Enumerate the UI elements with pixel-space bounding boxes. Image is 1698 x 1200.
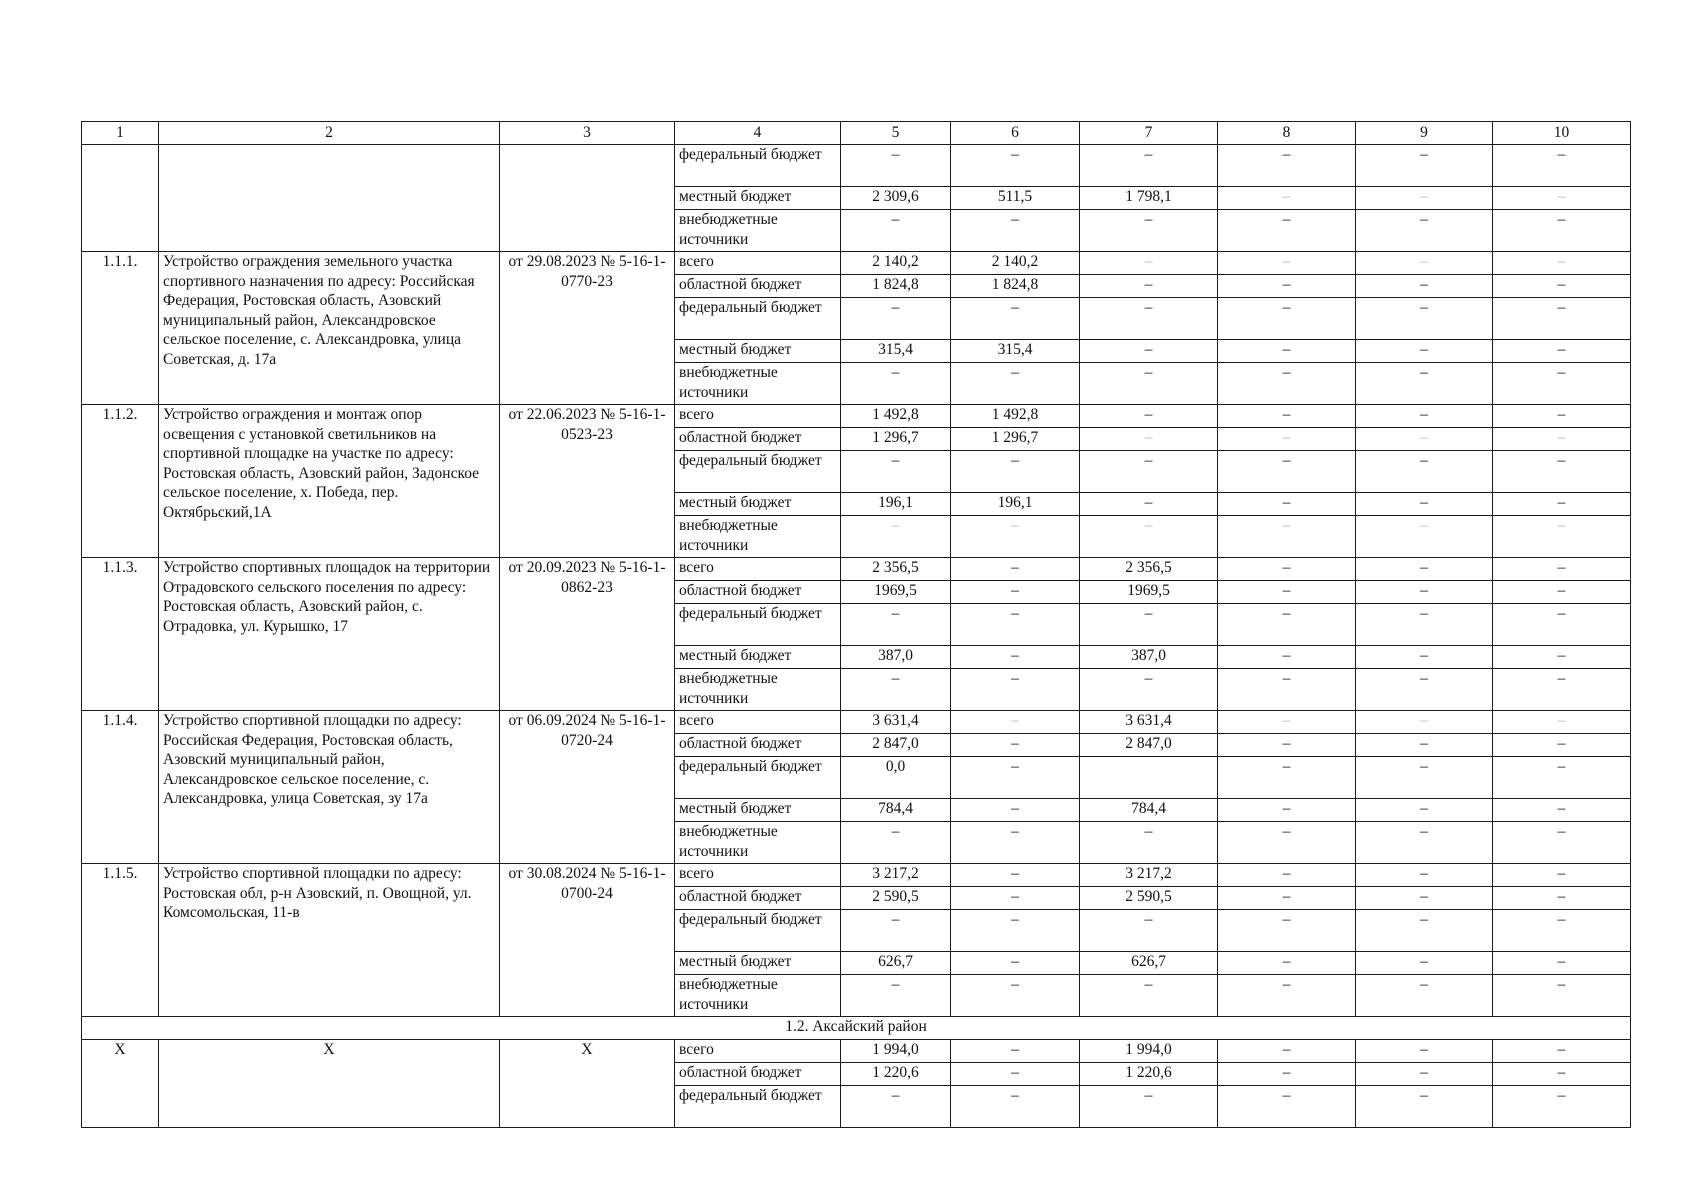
value-cell: 1 994,0 bbox=[1080, 1040, 1218, 1063]
value-cell: – bbox=[1218, 252, 1356, 275]
value-cell: – bbox=[1218, 145, 1356, 187]
funding-source-label: всего bbox=[675, 711, 841, 734]
funding-source-label: местный бюджет bbox=[675, 799, 841, 822]
value-cell: – bbox=[1218, 1086, 1356, 1128]
value-cell: – bbox=[1356, 864, 1493, 887]
value-cell: – bbox=[841, 516, 951, 558]
value-cell: – bbox=[1493, 252, 1631, 275]
value-cell: – bbox=[1356, 340, 1493, 363]
value-cell: – bbox=[951, 363, 1080, 405]
value-cell: – bbox=[951, 1063, 1080, 1086]
value-cell: – bbox=[951, 757, 1080, 799]
value-cell: 3 217,2 bbox=[841, 864, 951, 887]
table-row bbox=[82, 145, 1631, 187]
value-cell: – bbox=[951, 910, 1080, 952]
value-cell: 626,7 bbox=[1080, 952, 1218, 975]
value-cell: – bbox=[1356, 516, 1493, 558]
value-cell: 1969,5 bbox=[841, 581, 951, 604]
value-cell: – bbox=[1080, 975, 1218, 1017]
value-cell: 784,4 bbox=[1080, 799, 1218, 822]
col-header: 5 bbox=[841, 122, 951, 145]
value-cell: – bbox=[951, 975, 1080, 1017]
value-cell: 511,5 bbox=[951, 187, 1080, 210]
value-cell: – bbox=[951, 646, 1080, 669]
value-cell: – bbox=[951, 711, 1080, 734]
value-cell: – bbox=[1218, 516, 1356, 558]
value-cell: – bbox=[951, 516, 1080, 558]
value-cell bbox=[1080, 757, 1218, 799]
value-cell: – bbox=[1493, 822, 1631, 864]
value-cell: – bbox=[951, 451, 1080, 493]
value-cell: – bbox=[1218, 952, 1356, 975]
value-cell: 2 140,2 bbox=[841, 252, 951, 275]
value-cell: – bbox=[841, 604, 951, 646]
value-cell: – bbox=[1356, 275, 1493, 298]
value-cell: – bbox=[951, 864, 1080, 887]
funding-source-label: местный бюджет bbox=[675, 340, 841, 363]
value-cell: 2 590,5 bbox=[841, 887, 951, 910]
value-cell: – bbox=[1356, 887, 1493, 910]
item-document: от 22.06.2023 № 5-16-1-0523-23 bbox=[500, 405, 675, 558]
value-cell: – bbox=[1493, 145, 1631, 187]
value-cell: 1 220,6 bbox=[841, 1063, 951, 1086]
value-cell: – bbox=[951, 1040, 1080, 1063]
funding-source-label: внебюджетные источники bbox=[675, 363, 841, 405]
value-cell: – bbox=[1356, 145, 1493, 187]
value-cell: – bbox=[1080, 822, 1218, 864]
value-cell: – bbox=[951, 558, 1080, 581]
item-number: 1.1.4. bbox=[82, 711, 159, 864]
funding-source-label: областной бюджет bbox=[675, 734, 841, 757]
value-cell: – bbox=[1493, 1040, 1631, 1063]
value-cell: 196,1 bbox=[951, 493, 1080, 516]
value-cell: 387,0 bbox=[841, 646, 951, 669]
value-cell: – bbox=[1493, 187, 1631, 210]
value-cell: – bbox=[1356, 757, 1493, 799]
value-cell: 3 631,4 bbox=[1080, 711, 1218, 734]
value-cell: – bbox=[1218, 711, 1356, 734]
value-cell: 196,1 bbox=[841, 493, 951, 516]
funding-source-label: федеральный бюджет bbox=[675, 145, 841, 187]
value-cell: – bbox=[1218, 187, 1356, 210]
funding-source-label: федеральный бюджет bbox=[675, 451, 841, 493]
value-cell: 315,4 bbox=[951, 340, 1080, 363]
funding-source-label: федеральный бюджет bbox=[675, 757, 841, 799]
value-cell: – bbox=[1356, 910, 1493, 952]
value-cell: – bbox=[1493, 210, 1631, 252]
value-cell: – bbox=[1356, 298, 1493, 340]
value-cell: – bbox=[1218, 1040, 1356, 1063]
section-heading-row bbox=[82, 1017, 1631, 1040]
value-cell: – bbox=[1356, 1040, 1493, 1063]
col-header: 8 bbox=[1218, 122, 1356, 145]
item-number bbox=[82, 145, 159, 252]
value-cell: – bbox=[1218, 451, 1356, 493]
value-cell: – bbox=[951, 799, 1080, 822]
value-cell: 2 590,5 bbox=[1080, 887, 1218, 910]
col-header: 2 bbox=[159, 122, 500, 145]
value-cell: – bbox=[1356, 734, 1493, 757]
funding-table bbox=[81, 121, 1631, 1128]
value-cell: 626,7 bbox=[841, 952, 951, 975]
funding-source-label: федеральный бюджет bbox=[675, 298, 841, 340]
value-cell: – bbox=[1356, 451, 1493, 493]
value-cell: 315,4 bbox=[841, 340, 951, 363]
value-cell: – bbox=[1493, 405, 1631, 428]
value-cell: 1 824,8 bbox=[951, 275, 1080, 298]
col-header: 3 bbox=[500, 122, 675, 145]
value-cell: – bbox=[841, 822, 951, 864]
table-row bbox=[82, 405, 1631, 428]
item-number: 1.1.1. bbox=[82, 252, 159, 405]
value-cell: – bbox=[951, 581, 1080, 604]
item-document: от 29.08.2023 № 5-16-1-0770-23 bbox=[500, 252, 675, 405]
value-cell: – bbox=[1493, 516, 1631, 558]
value-cell: – bbox=[1356, 646, 1493, 669]
value-cell: – bbox=[1493, 275, 1631, 298]
funding-source-label: федеральный бюджет bbox=[675, 1086, 841, 1128]
funding-source-label: областной бюджет bbox=[675, 1063, 841, 1086]
value-cell: 2 140,2 bbox=[951, 252, 1080, 275]
funding-source-label: областной бюджет bbox=[675, 581, 841, 604]
value-cell: – bbox=[1493, 646, 1631, 669]
col-header: 4 bbox=[675, 122, 841, 145]
value-cell: – bbox=[951, 734, 1080, 757]
value-cell: – bbox=[1493, 757, 1631, 799]
funding-source-label: внебюджетные источники bbox=[675, 516, 841, 558]
value-cell: – bbox=[951, 952, 1080, 975]
value-cell: – bbox=[1493, 734, 1631, 757]
col-header: 7 bbox=[1080, 122, 1218, 145]
value-cell: – bbox=[841, 975, 951, 1017]
value-cell: – bbox=[841, 669, 951, 711]
value-cell: – bbox=[1493, 975, 1631, 1017]
value-cell: – bbox=[1218, 1063, 1356, 1086]
value-cell: 2 309,6 bbox=[841, 187, 951, 210]
value-cell: – bbox=[1493, 1086, 1631, 1128]
value-cell: – bbox=[951, 210, 1080, 252]
value-cell: – bbox=[951, 669, 1080, 711]
value-cell: – bbox=[1356, 711, 1493, 734]
value-cell: – bbox=[1493, 363, 1631, 405]
value-cell: – bbox=[1218, 428, 1356, 451]
value-cell: – bbox=[841, 210, 951, 252]
value-cell: – bbox=[1493, 887, 1631, 910]
value-cell: – bbox=[951, 145, 1080, 187]
value-cell: 387,0 bbox=[1080, 646, 1218, 669]
funding-source-label: всего bbox=[675, 1040, 841, 1063]
value-cell: – bbox=[1080, 669, 1218, 711]
value-cell: 784,4 bbox=[841, 799, 951, 822]
value-cell: – bbox=[951, 298, 1080, 340]
value-cell: – bbox=[1080, 493, 1218, 516]
value-cell: – bbox=[1493, 910, 1631, 952]
value-cell: – bbox=[1218, 405, 1356, 428]
col-header: 6 bbox=[951, 122, 1080, 145]
funding-source-label: местный бюджет bbox=[675, 646, 841, 669]
item-number: 1.1.5. bbox=[82, 864, 159, 1017]
value-cell: – bbox=[1218, 975, 1356, 1017]
value-cell: – bbox=[1493, 864, 1631, 887]
value-cell: – bbox=[1493, 493, 1631, 516]
value-cell: – bbox=[1080, 298, 1218, 340]
value-cell: – bbox=[1356, 581, 1493, 604]
item-number: 1.1.3. bbox=[82, 558, 159, 711]
table-row bbox=[82, 558, 1631, 581]
value-cell: – bbox=[841, 1086, 951, 1128]
item-name: Устройство ограждения и монтаж опор освещения с установкой светильников на спортивной площадке на участке по адресу: Ростовская область, Азовский район, Задонское сельское поселение, х. Победа, пер. Октябрьский,1А bbox=[159, 405, 500, 558]
value-cell: – bbox=[1493, 451, 1631, 493]
value-cell: – bbox=[1218, 210, 1356, 252]
table-row bbox=[82, 711, 1631, 734]
value-cell: – bbox=[1493, 558, 1631, 581]
funding-source-label: местный бюджет bbox=[675, 187, 841, 210]
value-cell: – bbox=[1218, 799, 1356, 822]
item-document bbox=[500, 145, 675, 252]
value-cell: – bbox=[1493, 669, 1631, 711]
value-cell: – bbox=[1218, 363, 1356, 405]
funding-source-label: областной бюджет bbox=[675, 428, 841, 451]
value-cell: – bbox=[841, 145, 951, 187]
value-cell: – bbox=[1080, 275, 1218, 298]
col-header: 9 bbox=[1356, 122, 1493, 145]
value-cell: – bbox=[1356, 975, 1493, 1017]
funding-source-label: местный бюджет bbox=[675, 493, 841, 516]
value-cell: – bbox=[1080, 910, 1218, 952]
value-cell: 1 492,8 bbox=[841, 405, 951, 428]
funding-source-label: местный бюджет bbox=[675, 952, 841, 975]
value-cell: – bbox=[1080, 252, 1218, 275]
value-cell: – bbox=[1356, 252, 1493, 275]
table-body bbox=[82, 122, 1631, 1128]
value-cell: – bbox=[1356, 187, 1493, 210]
value-cell: – bbox=[1218, 887, 1356, 910]
value-cell: – bbox=[1080, 405, 1218, 428]
value-cell: – bbox=[1080, 210, 1218, 252]
value-cell: 2 356,5 bbox=[841, 558, 951, 581]
value-cell: – bbox=[1080, 428, 1218, 451]
value-cell: – bbox=[1356, 1063, 1493, 1086]
value-cell: 3 217,2 bbox=[1080, 864, 1218, 887]
value-cell: – bbox=[1493, 340, 1631, 363]
value-cell: 1 296,7 bbox=[951, 428, 1080, 451]
value-cell: 0,0 bbox=[841, 757, 951, 799]
value-cell: – bbox=[1218, 864, 1356, 887]
value-cell: – bbox=[1218, 669, 1356, 711]
value-cell: – bbox=[841, 451, 951, 493]
value-cell: – bbox=[951, 822, 1080, 864]
item-document: Х bbox=[500, 1040, 675, 1128]
item-number: 1.1.2. bbox=[82, 405, 159, 558]
value-cell: 2 356,5 bbox=[1080, 558, 1218, 581]
value-cell: – bbox=[1356, 669, 1493, 711]
value-cell: – bbox=[1218, 298, 1356, 340]
value-cell: – bbox=[1218, 646, 1356, 669]
value-cell: – bbox=[1356, 952, 1493, 975]
funding-source-label: внебюджетные источники bbox=[675, 975, 841, 1017]
value-cell: – bbox=[1493, 711, 1631, 734]
value-cell: – bbox=[1080, 340, 1218, 363]
value-cell: – bbox=[1218, 822, 1356, 864]
value-cell: – bbox=[1218, 734, 1356, 757]
value-cell: 1 824,8 bbox=[841, 275, 951, 298]
value-cell: 2 847,0 bbox=[1080, 734, 1218, 757]
value-cell: – bbox=[1080, 451, 1218, 493]
value-cell: – bbox=[841, 910, 951, 952]
column-number-row bbox=[82, 122, 1631, 145]
funding-source-label: федеральный бюджет bbox=[675, 910, 841, 952]
value-cell: 1969,5 bbox=[1080, 581, 1218, 604]
table-row bbox=[82, 252, 1631, 275]
value-cell: – bbox=[1356, 604, 1493, 646]
value-cell: 1 296,7 bbox=[841, 428, 951, 451]
funding-source-label: областной бюджет bbox=[675, 887, 841, 910]
value-cell: – bbox=[1080, 516, 1218, 558]
value-cell: – bbox=[951, 604, 1080, 646]
value-cell: – bbox=[1493, 1063, 1631, 1086]
item-document: от 30.08.2024 № 5-16-1-0700-24 bbox=[500, 864, 675, 1017]
value-cell: – bbox=[1493, 604, 1631, 646]
value-cell: – bbox=[1218, 757, 1356, 799]
item-name: Устройство ограждения земельного участка спортивного назначения по адресу: Российская Федерация, Ростовская область, Азовский муниципальный район, Александровское сельское поселение, с. Александровка, улица Советская, д. 17а bbox=[159, 252, 500, 405]
value-cell: 1 492,8 bbox=[951, 405, 1080, 428]
section-title: 1.2. Аксайский район bbox=[82, 1017, 1631, 1040]
value-cell: – bbox=[1080, 145, 1218, 187]
item-document: от 06.09.2024 № 5-16-1-0720-24 bbox=[500, 711, 675, 864]
col-header: 10 bbox=[1493, 122, 1631, 145]
value-cell: – bbox=[841, 363, 951, 405]
value-cell: – bbox=[1356, 558, 1493, 581]
item-name bbox=[159, 145, 500, 252]
value-cell: – bbox=[1218, 910, 1356, 952]
value-cell: – bbox=[1218, 340, 1356, 363]
value-cell: – bbox=[1356, 405, 1493, 428]
value-cell: – bbox=[1493, 298, 1631, 340]
funding-source-label: внебюджетные источники bbox=[675, 210, 841, 252]
value-cell: 1 798,1 bbox=[1080, 187, 1218, 210]
value-cell: – bbox=[1493, 952, 1631, 975]
value-cell: – bbox=[1493, 799, 1631, 822]
value-cell: – bbox=[1356, 363, 1493, 405]
item-name: Устройство спортивной площадки по адресу: Российская Федерация, Ростовская область, Азовский муниципальный район, Александровское сельское поселение, с. Александровка, улица Советская, зу 17а bbox=[159, 711, 500, 864]
value-cell: – bbox=[1493, 581, 1631, 604]
value-cell: – bbox=[1356, 1086, 1493, 1128]
item-name: Устройство спортивных площадок на территории Отрадовского сельского поселения по адресу: Ростовская область, Азовский район, с. Отрадовка, ул. Курышко, 17 bbox=[159, 558, 500, 711]
funding-source-label: федеральный бюджет bbox=[675, 604, 841, 646]
value-cell: – bbox=[1080, 604, 1218, 646]
value-cell: – bbox=[1356, 210, 1493, 252]
value-cell: – bbox=[1356, 493, 1493, 516]
item-name: Х bbox=[159, 1040, 500, 1128]
value-cell: – bbox=[1356, 822, 1493, 864]
value-cell: 1 220,6 bbox=[1080, 1063, 1218, 1086]
value-cell: – bbox=[841, 298, 951, 340]
funding-source-label: всего bbox=[675, 864, 841, 887]
value-cell: – bbox=[1080, 1086, 1218, 1128]
item-number: Х bbox=[82, 1040, 159, 1128]
value-cell: – bbox=[1218, 581, 1356, 604]
value-cell: 3 631,4 bbox=[841, 711, 951, 734]
value-cell: – bbox=[1218, 493, 1356, 516]
item-document: от 20.09.2023 № 5-16-1-0862-23 bbox=[500, 558, 675, 711]
funding-source-label: всего bbox=[675, 558, 841, 581]
col-header: 1 bbox=[82, 122, 159, 145]
value-cell: – bbox=[951, 1086, 1080, 1128]
funding-source-label: всего bbox=[675, 252, 841, 275]
value-cell: – bbox=[1356, 428, 1493, 451]
value-cell: – bbox=[951, 887, 1080, 910]
item-name: Устройство спортивной площадки по адресу: Ростовская обл, р-н Азовский, п. Овощной, ул. Комсомольская, 11-в bbox=[159, 864, 500, 1017]
value-cell: – bbox=[1218, 275, 1356, 298]
value-cell: – bbox=[1356, 799, 1493, 822]
value-cell: – bbox=[1218, 604, 1356, 646]
funding-source-label: областной бюджет bbox=[675, 275, 841, 298]
funding-source-label: всего bbox=[675, 405, 841, 428]
table-row bbox=[82, 1040, 1631, 1063]
funding-source-label: внебюджетные источники bbox=[675, 822, 841, 864]
value-cell: – bbox=[1218, 558, 1356, 581]
value-cell: – bbox=[1080, 363, 1218, 405]
value-cell: 1 994,0 bbox=[841, 1040, 951, 1063]
value-cell: – bbox=[1493, 428, 1631, 451]
funding-source-label: внебюджетные источники bbox=[675, 669, 841, 711]
value-cell: 2 847,0 bbox=[841, 734, 951, 757]
table-row bbox=[82, 864, 1631, 887]
